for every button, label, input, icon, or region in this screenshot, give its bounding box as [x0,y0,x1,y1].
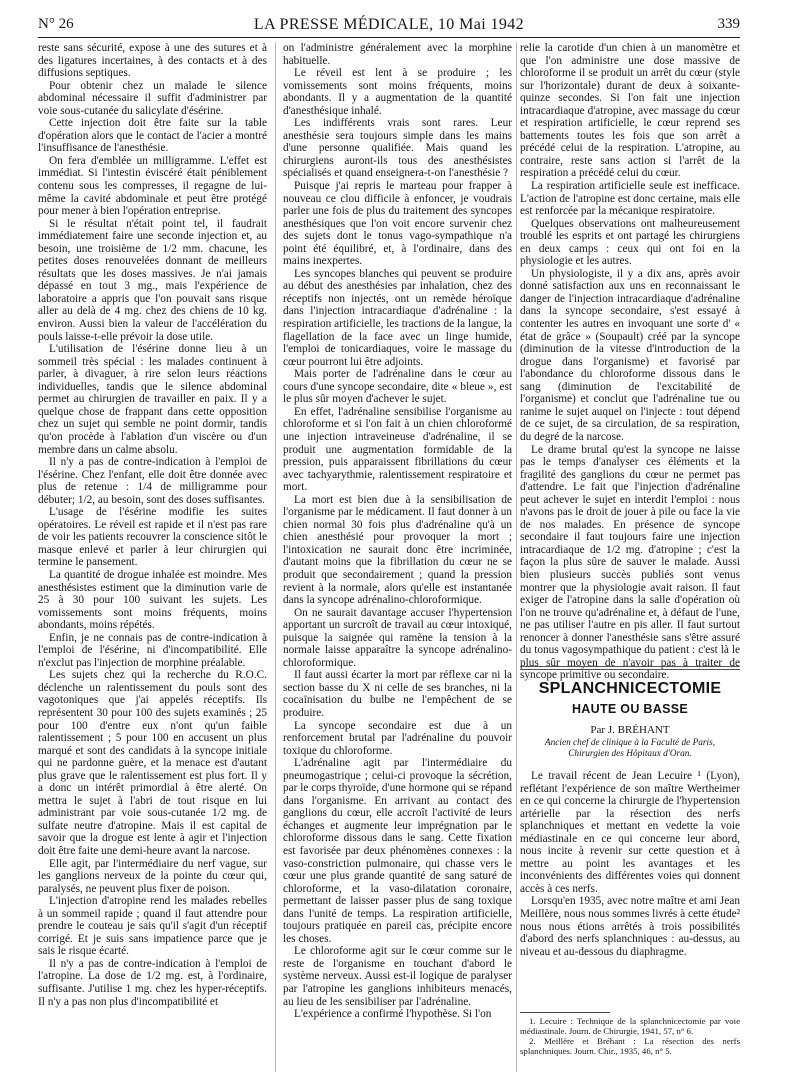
article-title: SPLANCHNICECTOMIE [538,680,722,697]
paragraph: La mort est bien due à la sensibilisation de l'organisme par le médicament. Il faut donner à un chien normal 30 fois plus d'adrénaline qu'à un chien anesthésié pour provoquer la mort ; l'intoxication ne saurait donc être incriminée, d'autant moins que la fibrillation du cœur ne se produit que secondairement ; quand la pression revient à la normale, alors qu'elle est instantanée dans la syncope adrénalino-chloroformique. [283,493,512,607]
paragraph: Les indifférents vrais sont rares. Leur anesthésie sera toujours simple dans les mains d'une personne qualifiée. Mais quand les chirurgiens auront-ils tous des anesthésistes spécialisés et quand enseignera-t-on l'anesthésie ? [283,117,512,180]
paragraph: Enfin, je ne connais pas de contre-indication à l'emploi de l'ésérine, ni d'incompatibilité. Elle n'exclut pas l'injection de morphine préalable. [38,631,267,669]
paragraph: Le réveil est lent à se produire ; les vomissements sont moins fréquents, moins abondants. Il y a augmentation de la quantité d'anesthésique inhalé. [283,67,512,117]
paragraph: L'adrénaline agit par l'intermédiaire du pneumogastrique ; celui-ci provoque la sécrétion, par le corps thyroïde, d'une hormone qui se répand dans l'organisme. En arrivant au contact des ganglions du cœur, elle accroît l'activité de leurs échanges et augmente leur imprégnation par le chloroforme dissous dans le sang. Cette fixation est favorisée par deux phénomènes connexes : la vaso-constriction pulmonaire, qui chasse vers le cœur une plus grande quantité de sang saturé de chloroforme, et la vaso-dilatation coronaire, permettant de laisser passer plus de sang toxique dans l'unité de temps. La respiration artificielle, toujours pratiquée en pareil cas, précipite encore les choses. [283,757,512,945]
paragraph: Si le résultat n'était point tel, il faudrait immédiatement faire une seconde injection et, au besoin, une troisième de 1/2 mm. chacune, les petites doses renouvelées donnant de meilleurs résultats que les doses massives. Je n'ai jamais dépassé en tout 3 mg., mais l'expérience de laboratoire a appris que l'on pouvait sans risque aller au delà de 4 mg. chez des chiens de 10 kg. environ. Aussi bien la valeur de l'accélération du pouls laisse-t-elle prévoir la dose utile. [38,217,267,343]
paragraph: L'usage de l'ésérine modifie les suites opératoires. Le réveil est rapide et il n'est pas rare de voir les patients recouvrer la conscience sitôt le masque enlevé et parler à leur chirurgien qui termine le pansement. [38,506,267,569]
paragraph: Mais porter de l'adrénaline dans le cœur au cours d'une syncope secondaire, dite « bleue », est le plus sûr moyen d'achever le sujet. [283,368,512,406]
header-rule [38,37,740,38]
paragraph: Puisque j'ai repris le marteau pour frapper à nouveau ce clou difficile à enfoncer, je voudrais parler une fois de plus du traitement des syncopes anesthésiques que l'on voit encore survenir chez des sujets dont le tonus vago-sympathique n'a point été équilibré, et, à l'ordinaire, dans des mains inexpertes. [283,180,512,268]
paragraph: La quantité de drogue inhalée est moindre. Mes anesthésistes estiment que la diminution varie de 25 à 30 pour 100 suivant les sujets. Les vomissements sont moins fréquents, moins abondants, moins répétés. [38,568,267,632]
paragraph: reste sans sécurité, expose à une des sutures et à des ligatures incertaines, à des contacts et à des diffusions septiques. [38,42,267,80]
affiliation-line: Ancien chef de clinique à la Faculté de Paris, [544,738,716,748]
paragraph: Un physiologiste, il y a dix ans, après avoir donné satisfaction aux uns en reconnaissant le danger de l'injection intracardiaque d'adrénaline dans la syncope secondaire, s'est essayé à contenter les autres en invoquant une sorte d' « état de grâce » (Soupault) créé par la syncope (diminution de la vitesse d'introduction de la drogue dans l'organisme) et favorisé par l'abondance du chloroforme dissous dans le sang (diminution de l'excitabilité de l'organisme) et conclut que l'adrénaline tue ou ranime le sujet auquel on l'injecte : tout dépend de ce sujet, de sa circulation, de sa respiration, du degré de la narcose. [520,267,740,443]
column-divider [516,42,517,1072]
paragraph: En effet, l'adrénaline sensibilise l'organisme au chloroforme et si l'on fait à un chien chloroformé une injection intraveineuse d'adrénaline, il se produit une augmentation formidable de la pression, puis apparaissent fibrillations du cœur avec tachyarythmie, ralentissement respiratoire et mort. [283,405,512,494]
paragraph: On ne saurait davantage accuser l'hypertension apportant un surcroît de travail au cœur intoxiqué, puisque la saignée qui ramène la tension à la normale laisse apparaître la syncope adrénalino-chloroformique. [283,606,512,669]
paragraph: L'injection d'atropine rend les malades rebelles à un sommeil rapide ; quand il faut attendre pour prendre le couteau je sais qu'il s'agit d'un réceptif corrigé. Et je suis sans impatience parce que je sais le risque écarté. [38,895,267,958]
author-affiliation [520,738,740,759]
paragraph: La respiration artificielle seule est inefficace. L'action de l'atropine est donc certaine, mais elle est renforcée par la mécanique respiratoire. [520,180,740,218]
text-column-1 [38,42,267,1008]
paragraph: Il n'y a pas de contre-indication à l'emploi de l'atropine. La dose de 1/2 mg. est, à l'ordinaire, suffisante. J'utilise 1 mg. chez les hyper-réceptifs. Il n'y a pas non plus d'incompatibilité et [38,957,267,1008]
running-header [38,16,740,36]
paragraph: relie la carotide d'un chien à un manomètre et que l'on administre une dose massive de chloroforme il se produit un arrêt du cœur (style sur l'horizontale) durant de deux à soixante-quinze secondes. Si l'on fait une injection intracardiaque d'atropine, avec massage du cœur et respiration artificielle, le cœur reprend ses battements toutes les fois que son arrêt a précédé celui de la respiration. L'atropine, au contraire, reste sans action si l'arrêt de la respiration a précédé celui du cœur. [520,42,740,180]
footnote: 2. Meillère et Bréhant : La résection des nerfs splanchniques. Journ. Chir., 1935, 46, n° 5. [520,1036,740,1056]
article-subtitle: HAUTE OU BASSE [571,702,689,716]
paragraph: Quelques observations ont malheureusement troublé les esprits et ont partagé les chirurgiens en deux camps : ceux qui ont foi en la physiologie et les autres. [520,217,740,268]
page-number: 339 [717,16,740,32]
article-separator-rule [520,669,740,670]
article-body [520,770,740,958]
footnotes [520,1016,740,1056]
article-separator-rule [520,666,740,667]
paragraph: Il faut aussi écarter la mort par réflexe car ni la section basse du X ni celle de ses branches, ni la cocaïnisation du bulbe ne l'empêchent de se produire. [283,669,512,719]
paragraph: Les sujets chez qui la recherche du R.O.C. déclenche un ralentissement du pouls sont des vagotoniques que j'ai appelés réceptifs. Ils représentent 30 pour 100 des sujets examinés ; 25 pour 100 d'entre eux n'ont qu'un faible ralentissement ; 5 pour 100 en accusent un plus marqué et sont des candidats à la syncope initiale qui ne pardonne guère, et la menace est d'autant plus grave que le ralentissement est plus fort. Il y a donc un intérêt primordial à être alerté. On mettra le sujet à l'abri de tout risque en lui administrant par voie sous-cutanée 1/2 mg. de sulfate neutre d'atropine. Mais il est capital de savoir que la drogue est lente à agir et l'injection doit être faite une demi-heure avant la narcose. [38,669,267,857]
paragraph: L'expérience a confirmé l'hypothèse. Si l'on [294,1008,492,1021]
paragraph: Le travail récent de Jean Lecuire ¹ (Lyon), reflétant l'expérience de son maître Wertheimer en ce qui concerne la chirurgie de l'hypertension artérielle par la résection des nerfs splanchniques et mettant en vedette la voie médiastinale en ce qui concerne leur abord, nous incite à revenir sur cette question et à mettre au point les avantages et les inconvénients des différentes voies qui donnent accès à ces nerfs. [520,770,740,895]
paragraph: Pour obtenir chez un malade le silence abdominal nécessaire il suffit d'administrer par voie sous-cutanée du salicylate d'ésérine. [38,79,267,117]
paragraph: Elle agit, par l'intermédiaire du nerf vague, sur les ganglions nerveux de la pointe du cœur qui, paralysés, ne peuvent plus fixer de poison. [38,857,267,895]
paragraph: Lorsqu'en 1935, avec notre maître et ami Jean Meillère, nous nous sommes livrés à cette étude² nous nous étions arrêtés à trois possibilités d'abord des nerfs splanchniques : au-dessus, au niveau et au-dessous du diaphragme. [520,895,740,958]
column-divider [275,42,276,1072]
article-byline: Par J. BRÉHANT [590,724,670,736]
affiliation-line: Chirurgien des Hôpitaux d'Oran. [568,748,692,759]
footnote-rule [520,1012,610,1013]
paragraph: Les syncopes blanches qui peuvent se produire au début des anesthésies par inhalation, chez des réceptifs non injectés, ont un remède héroïque dans l'injection intracardiaque d'adrénaline : la respiration artificielle, les tractions de la langue, la flagellation de la face avec un linge humide, l'emploi de tonicardiaques, voire le massage du cœur pourront lui être adjoints. [283,267,512,368]
paragraph: Cette injection doit être faite sur la table d'opération alors que le contact de l'acier a montré l'insuffisance de l'anesthésie. [38,117,267,155]
paragraph: Le chloroforme agit sur le cœur comme sur le reste de l'organisme en touchant d'abord le système nerveux. Aussi est-il logique de paralyser par l'atropine les ganglions inhibiteurs menacés, au lieu de les sensibiliser par l'adrénaline. [283,945,512,1008]
running-title: LA PRESSE MÉDICALE, 10 Mai 1942 [253,16,525,33]
paragraph: on l'administre généralement avec la morphine habituelle. [283,42,512,67]
paragraph: Le drame brutal qu'est la syncope ne laisse pas le temps d'analyser ces éléments et la fragilité des ganglions du cœur ne permet pas d'attendre. Le fait que l'injection d'adrénaline peut achever le sujet en interdit l'emploi : nous n'avons pas le droit de jouer à pile ou face la vie de nos malades. En présence de syncope secondaire il faut toujours faire une injection intracardiaque de 1/2 mg. d'atropine ; c'est la façon la plus sûre de sauver le malade. Aussi bien plusieurs succès publiés sont venus montrer que la physiologie avait raison. Il faut exiger de l'atropine dans la salle d'opération où l'on ne trouve qu'adrénaline et, à défaut de l'une, ne pas utiliser l'autre en pis aller. Il faut surtout renoncer à donner l'anesthésie sans s'être assuré du tonus vagosympathique du patient : c'est là le plus sûr moyen de n'avoir pas à traiter de syncope primitive ou secondaire. [520,443,740,682]
text-column-3 [520,42,740,682]
paragraph: La syncope secondaire est due à un renforcement brutal par l'adrénaline du pouvoir toxique du chloroforme. [283,719,512,757]
paragraph: Il n'y a pas de contre-indication à l'emploi de l'ésérine. Chez l'enfant, elle doit être donnée avec plus de retenue : 1/4 de milligramme pour débuter; 1/2, au besoin, sont des doses suffisantes. [38,456,267,506]
footnote: 1. Lecuire : Technique de la splanchnicectomie par voie médiastinale. Journ. de Chirurgie, 1941, 57, n° 6. [520,1016,740,1036]
text-column-2 [283,42,512,1021]
paragraph: L'utilisation de l'ésérine donne lieu à un sommeil très spécial : les malades continuent à parler, à divaguer, à rire selon leurs réactions individuelles, tandis que le silence abdominal permet au chirurgien de travailler en paix. Il y a quelque chose de frappant dans cette opposition chez un sujet qui semble ne point dormir, tandis qu'on procède à l'ablation d'un viscère ou d'un membre dans un calme absolu. [38,343,267,456]
paragraph: On fera d'emblée un milligramme. L'effet est immédiat. Si l'intestin éviscéré était péniblement contenu sous les compresses, il regagne de lui-même la cavité abdominale et peut être protégé pour mener à bien l'opération entreprise. [38,154,267,218]
issue-number: N° 26 [38,16,74,32]
